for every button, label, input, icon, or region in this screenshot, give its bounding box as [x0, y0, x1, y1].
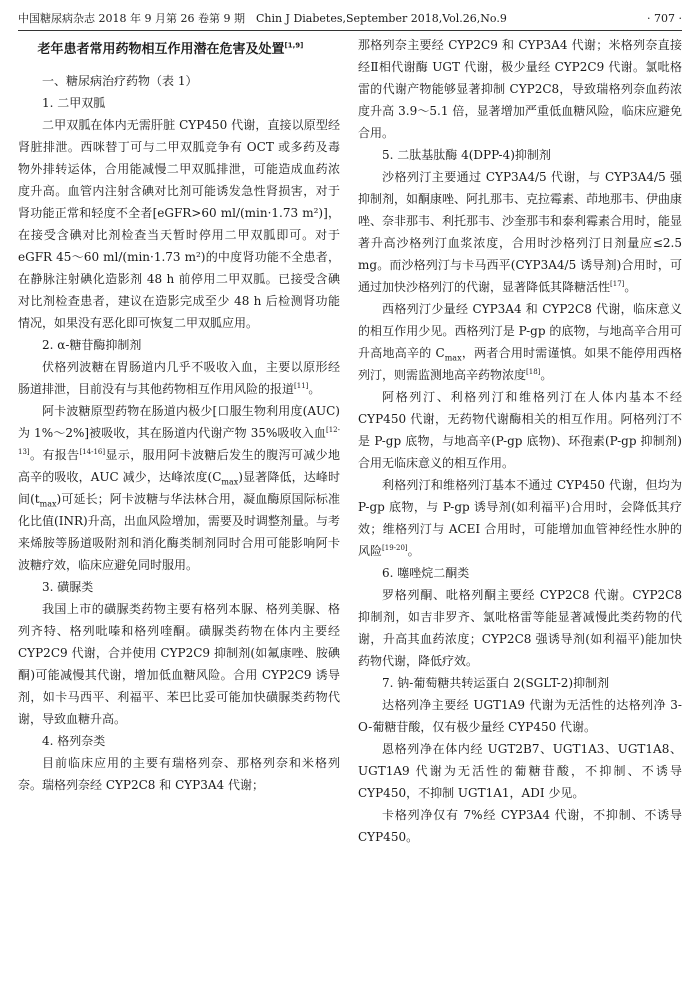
text: )显著降低，达峰时间(t [18, 470, 340, 506]
text: 显示，服用阿卡波糖后发生的腹泻可减少地高辛的吸收，AUC 减少，达峰浓度(C [18, 448, 340, 484]
text: )可延长；阿卡波糖与华法林合用，凝血酶原国际标准化比值(INR)升高，出血风险增加，需要及时调整剂量。与考来烯胺等肠道吸附剂和消化酶类制剂同时合用可能影响阿卡波糖疗效，临床应避免同时服用。 [18, 492, 340, 572]
text: 。 [308, 382, 321, 396]
paragraph-sulfonylureas: 我国上市的磺脲类药物主要有格列本脲、格列美脲、格列齐特、格列吡嗪和格列喹酮。磺脲类药物在体内主要经 CYP2C9 代谢，合并使用 CYP2C9 抑制剂(如氟康唑、胺碘酮)可能减慢其代谢，增加低血糖风险。合用 CYP2C9 诱导剂，如卡马西平、利福平、苯巴比妥可能加快磺脲类药物代谢，导致血糖升高。 [18, 602, 340, 726]
subheading-metformin: 1. 二甲双胍 [42, 96, 106, 110]
subheading-sglt2: 7. 钠-葡萄糖共转运蛋白 2(SGLT-2)抑制剂 [382, 676, 610, 690]
subheading-glinides: 4. 格列奈类 [42, 734, 106, 748]
text: ，两者合用时需谨慎。如果不能停用西格列汀，则需监测地高辛药物浓度 [358, 346, 682, 382]
reference: [17] [610, 280, 625, 288]
paragraph-saxagliptin [358, 166, 682, 298]
paragraph-acarbose [18, 400, 340, 576]
section-heading-1: 一、糖尿病治疗药物（表 1） [42, 74, 198, 88]
paragraph-sitagliptin [358, 298, 682, 386]
article-title-text: 老年患者常用药物相互作用潜在危害及处置 [37, 42, 285, 57]
text: 。 [407, 544, 420, 558]
right-column [358, 34, 682, 982]
left-column [18, 34, 340, 982]
reference: [11] [294, 382, 309, 390]
text: 。有报告 [29, 448, 80, 462]
page-number: · 707 · [647, 12, 682, 25]
paragraph-linagliptin [358, 474, 682, 562]
subscript: max [39, 499, 57, 509]
paragraph-dapagliflozin: 达格列净主要经 UGT1A9 代谢为无活性的达格列净 3-O-葡糖苷酸，仅有极少量经 CYP450 代谢。 [358, 698, 682, 734]
text: 伏格列波糖在胃肠道内几乎不吸收入血，主要以原形经肠道排泄，目前没有与其他药物相互作用风险的报道 [18, 360, 340, 396]
text: 利格列汀和维格列汀基本不通过 CYP450 代谢，但均为 P-gp 底物，与 P-gp 诱导剂(如利福平)合用时，会降低其疗效；维格列汀与 ACEI 合用时，可能增加血管神经性水肿的风险 [358, 478, 682, 558]
running-header [18, 8, 682, 31]
subscript: max [221, 477, 239, 487]
text: 。 [624, 280, 637, 294]
reference: [18] [526, 368, 541, 376]
text: 沙格列汀主要通过 CYP3A4/5 代谢，与 CYP3A4/5 强抑制剂，如酮康唑、阿扎那韦、克拉霉素、茚地那韦、伊曲康唑、奈非那韦、利托那韦、沙奎那韦和泰利霉素合用时，能显著升高沙格列汀血浆浓度，合用时沙格列汀日剂量应≤2.5 mg。而沙格列汀与卡马西平(CYP3A4/5 诱导剂)合用时，可通过加快沙格列汀的代谢，显著降低其降糖活性 [358, 170, 682, 294]
text: 阿卡波糖原型药物在肠道内极少[口服生物利用度(AUC)为 1%～2%]被吸收，其在肠道内代谢产物 35%吸收入血 [18, 404, 340, 440]
paragraph-glinides: 目前临床应用的主要有瑞格列奈、那格列奈和米格列奈。瑞格列奈经 CYP2C8 和 CYP3A4 代谢； [18, 756, 340, 792]
paragraph-canagliflozin: 卡格列净仅有 7%经 CYP3A4 代谢，不抑制、不诱导 CYP450。 [358, 808, 682, 844]
reference: [12-13] [18, 426, 340, 456]
text: 西格列汀少量经 CYP3A4 和 CYP2C8 代谢，临床意义的相互作用少见。西格列汀是 P-gp 的底物，与地高辛合用可升高地高辛的 C [358, 302, 682, 360]
subheading-tzd: 6. 噻唑烷二酮类 [382, 566, 470, 580]
paragraph-metformin: 二甲双胍在体内无需肝脏 CYP450 代谢，直接以原型经肾脏排泄。西咪替丁可与二甲双胍竞争有 OCT 或多药及毒物外排转运体，合用能减慢二甲双胍排泄，可能造成血药浓度升高。血管内注射含碘对比剂可能诱发急性肾损害，对于肾功能正常和轻度不全者[eGFR>60 ml/(min·1.73 m²)]，在接受含碘对比剂检查当天暂时停用二甲双胍即可。对于 eGFR 45～60 ml/(min·1.73 m²)的中度肾功能不全患者，在静脉注射碘化造影剂 48 h 前停用二甲双胍。已接受含碘对比剂检查患者，建议在造影完成至少 48 h 后检测肾功能情况，如果没有恶化即可恢复二甲双胍应用。 [18, 118, 340, 330]
paragraph-alogliptin: 阿格列汀、利格列汀和维格列汀在人体内基本不经 CYP450 代谢，无药物代谢酶相关的相互作用。阿格列汀不是 P-gp 底物，与地高辛(P-gp 底物)、环孢素(P-gp 抑制剂)合用无临床意义的相互作用。 [358, 390, 682, 470]
subscript: max [444, 353, 462, 363]
paragraph-tzd: 罗格列酮、吡格列酮主要经 CYP2C8 代谢。CYP2C8 抑制剂，如吉非罗齐、氯吡格雷等能显著减慢此类药物的代谢，升高其血药浓度；CYP2C8 强诱导剂(如利福平)能加快药物代谢，降低疗效。 [358, 588, 682, 668]
text: 。 [540, 368, 553, 382]
reference: [14-16] [79, 448, 106, 456]
article-title [18, 38, 340, 62]
paragraph-glinides-cont: 那格列奈主要经 CYP2C9 和 CYP3A4 代谢；米格列奈直接经Ⅱ相代谢酶 UGT 代谢，极少量经 CYP2C9 代谢。氯吡格雷的代谢产物能够显著抑制 CYP2C8，导致瑞格列奈血药浓度升高 3.9～5.1 倍，显著增加严重低血糖风险，临床应避免合用。 [358, 38, 682, 140]
paragraph-voglibose [18, 356, 340, 400]
subheading-agi: 2. α-糖苷酶抑制剂 [42, 338, 142, 352]
reference: [19-20] [382, 544, 408, 552]
paragraph-empagliflozin: 恩格列净在体内经 UGT2B7、UGT1A3、UGT1A8、UGT1A9 代谢为无活性的葡糖苷酸，不抑制、不诱导 CYP450，不抑制 UGT1A1，ADI 少见。 [358, 742, 682, 800]
title-reference: [1,9] [284, 41, 304, 50]
subheading-dpp4: 5. 二肽基肽酶 4(DPP-4)抑制剂 [382, 148, 551, 162]
subheading-sulfonylureas: 3. 磺脲类 [42, 580, 94, 594]
journal-header: 中国糖尿病杂志 2018 年 9 月第 26 卷第 9 期 Chin J Diabetes,September 2018,Vol.26,No.9 [18, 12, 507, 25]
